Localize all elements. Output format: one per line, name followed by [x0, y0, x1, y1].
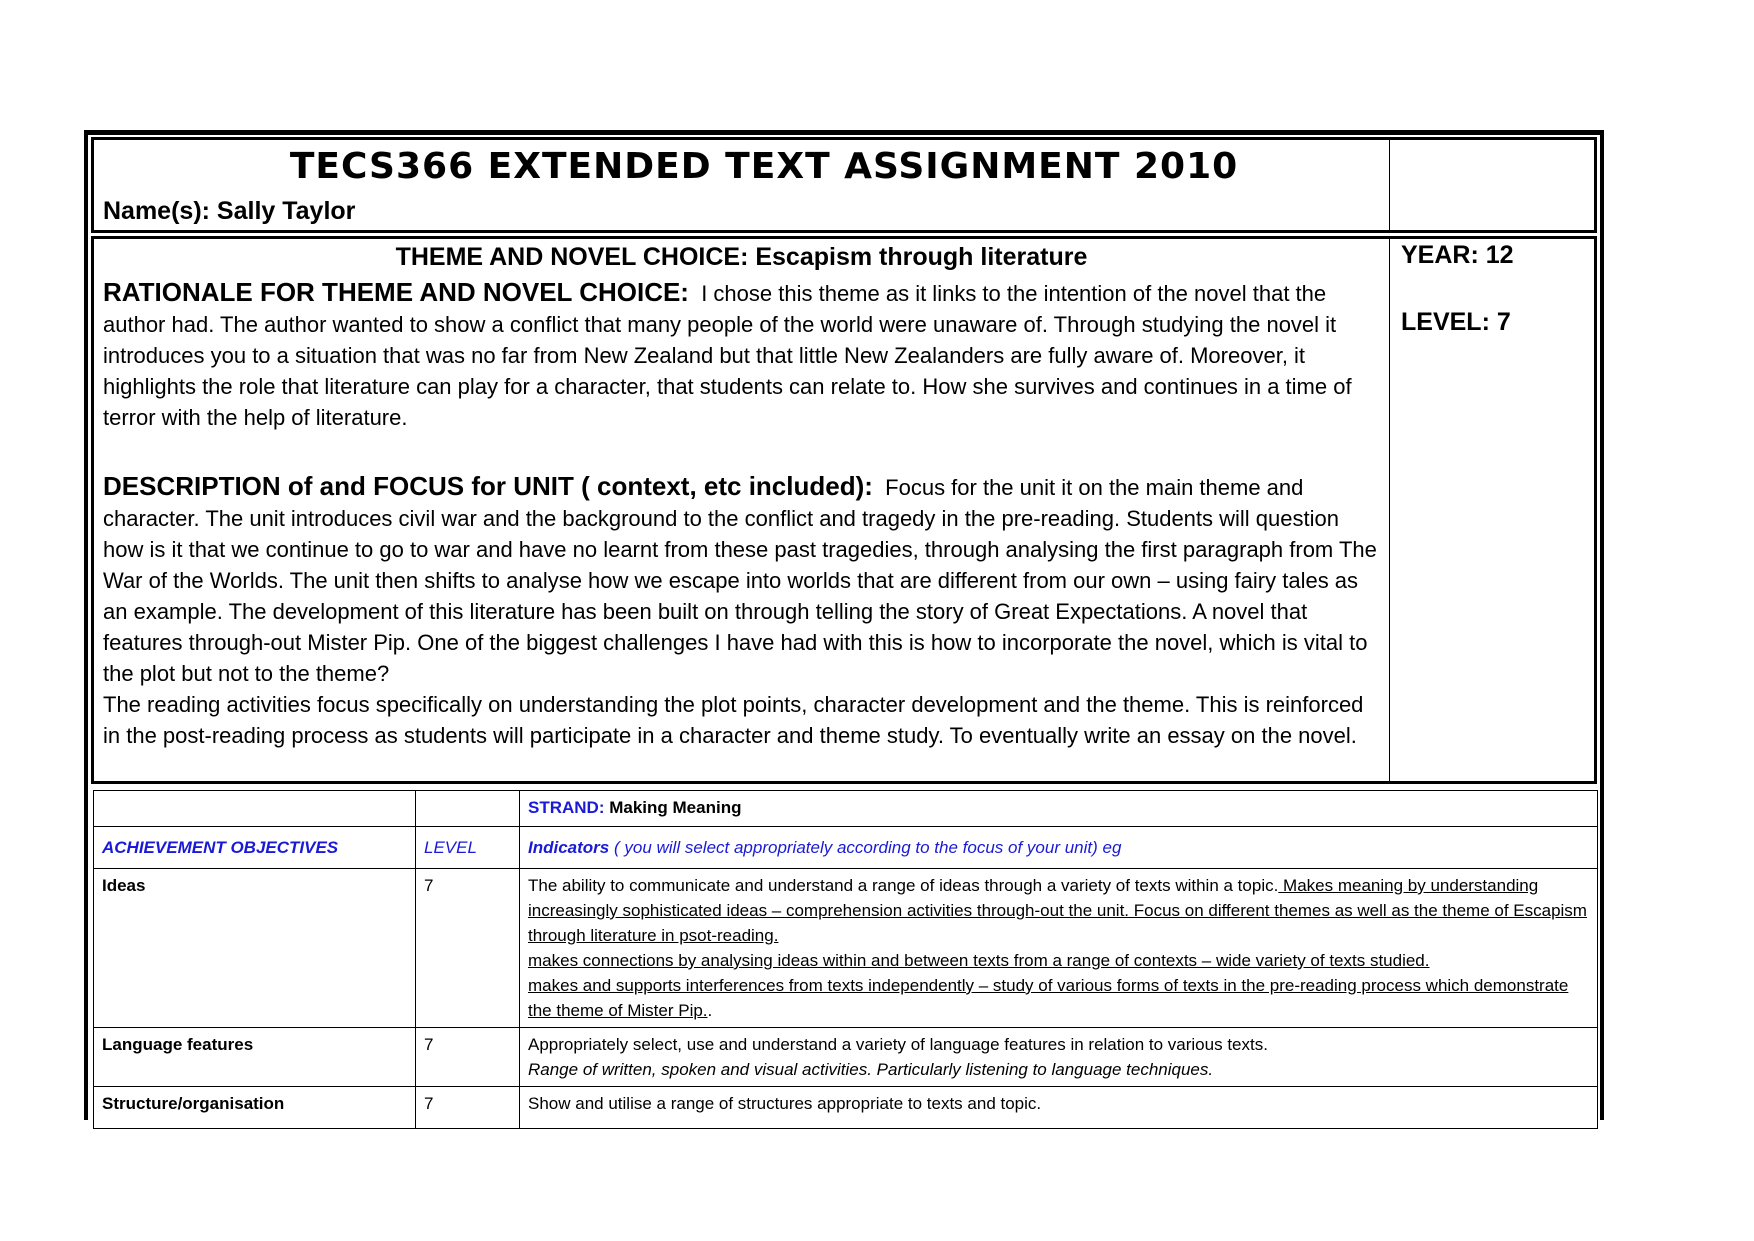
objective-cell: Ideas — [94, 869, 416, 1028]
table-row — [94, 869, 1598, 1028]
level-cell: 7 — [416, 1028, 520, 1087]
col-objectives: ACHIEVEMENT OBJECTIVES — [94, 827, 416, 869]
indicator-underlined: makes connections by analysing ideas within and between texts from a range of contexts – wide variety of texts studied. — [528, 951, 1430, 970]
rationale-section — [103, 277, 1383, 433]
strand-row — [94, 791, 1598, 827]
col-indicators — [520, 827, 1598, 869]
strand-label: STRAND: — [528, 798, 605, 817]
level-cell: 7 — [416, 1087, 520, 1129]
title-box — [91, 137, 1597, 233]
page-title: TECS366 EXTENDED TEXT ASSIGNMENT 2010 — [289, 146, 1239, 187]
objectives-table — [93, 790, 1598, 1129]
student-name: Name(s): Sally Taylor — [103, 197, 356, 225]
title-divider — [1389, 140, 1390, 230]
indicator-cell: Show and utilise a range of structures appropriate to texts and topic. — [520, 1087, 1598, 1129]
description-text: Focus for the unit it on the main theme and character. The unit introduces civil war and the background to the conflict and tragedy in the pre-reading. Students will question how is it that we continue to go to war and have no learnt from these past tragedies, through analysing the first paragraph from The War of the Worlds. The unit then shifts to analyse how we escape into worlds that are different from our own – using fairy tales as an example. The development of this literature has been built on through telling the story of Great Expectations. A novel that features through-out Mister Pip. One of the biggest challenges I have had with this is how to incorporate the novel, which is vital to the plot but not to the theme? — [103, 475, 1377, 686]
objective-cell: Language features — [94, 1028, 416, 1087]
indicator-text: Appropriately select, use and understand a variety of language features in relation to various texts. — [528, 1035, 1268, 1054]
strand-cell — [520, 791, 1598, 827]
table-row — [94, 1028, 1598, 1087]
theme-box — [91, 236, 1597, 784]
table-row — [94, 1087, 1598, 1129]
rationale-text: I chose this theme as it links to the intention of the novel that the author had. The author wanted to show a conflict that many people of the world were unaware of. Through studying the novel it introduces you to a situation that was no far from New Zealand but that little New Zealanders are fully aware of. Moreover, it highlights the role that literature can play for a character, that students can relate to. How she survives and continues in a time of terror with the help of literature. — [103, 281, 1352, 430]
table-cell — [416, 791, 520, 827]
table-cell — [94, 791, 416, 827]
rationale-label: RATIONALE FOR THEME AND NOVEL CHOICE: — [103, 277, 689, 307]
level-cell: 7 — [416, 869, 520, 1028]
indicator-text: The ability to communicate and understand a range of ideas through a variety of texts within a topic. — [528, 876, 1279, 895]
theme-divider — [1389, 239, 1390, 781]
indicators-rest: ( you will select appropriately according to the focus of your unit) eg — [613, 838, 1122, 857]
year-label: YEAR: 12 — [1401, 241, 1514, 269]
indicator-underlined: makes and supports interferences from texts independently – study of various forms of texts in the pre-reading process which demonstrate the theme of Mister Pip. — [528, 976, 1569, 1020]
objective-cell: Structure/organisation — [94, 1087, 416, 1129]
indicator-cell — [520, 1028, 1598, 1087]
indicator-tail: . — [707, 1001, 713, 1020]
col-level: LEVEL — [416, 827, 520, 869]
indicator-italic: Range of written, spoken and visual activities. Particularly listening to language techniques. — [528, 1060, 1214, 1079]
header-row — [94, 827, 1598, 869]
indicators-label: Indicators — [528, 838, 610, 857]
description-text-2: The reading activities focus specifically on understanding the plot points, character development and the theme. This is reinforced in the post-reading process as students will participate in a character and theme study. To eventually write an essay on the novel. — [103, 692, 1364, 748]
indicator-underlined: Makes meaning by understanding increasingly sophisticated ideas – comprehension activities through-out the unit. Focus on different themes as well as the theme of Escapism through literature in psot-reading. — [528, 876, 1587, 945]
level-label: LEVEL: 7 — [1401, 308, 1511, 336]
theme-heading: THEME AND NOVEL CHOICE: Escapism through literature — [395, 243, 1088, 271]
description-label: DESCRIPTION of and FOCUS for UNIT ( context, etc included): — [103, 471, 873, 501]
strand-value: Making Meaning — [609, 798, 742, 817]
indicator-cell — [520, 869, 1598, 1028]
description-section — [103, 471, 1383, 751]
